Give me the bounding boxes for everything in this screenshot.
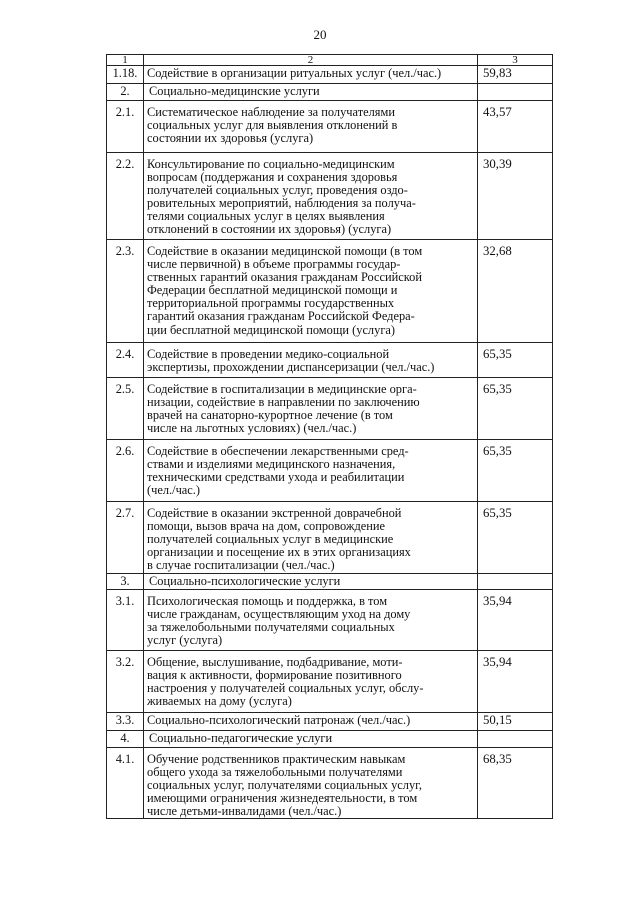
section-row xyxy=(107,731,553,748)
service-rate xyxy=(478,731,553,748)
service-rate: 59,83 xyxy=(478,66,553,84)
row-number: 2. xyxy=(107,84,144,101)
table-row xyxy=(107,153,553,240)
section-row xyxy=(107,84,553,101)
table-row xyxy=(107,502,553,574)
service-rate: 43,57 xyxy=(478,101,553,153)
row-number: 2.3. xyxy=(107,240,144,343)
service-rate: 30,39 xyxy=(478,153,553,240)
service-description: Содействие в обеспечении лекарственными сред- ствами и изделиями медицинского назначения, техническими средствами ухода и реабилитации (чел./час.) xyxy=(144,440,478,502)
services-table xyxy=(106,54,553,819)
service-rate: 32,68 xyxy=(478,240,553,343)
table-row xyxy=(107,651,553,713)
table-row xyxy=(107,343,553,378)
column-header-3: 3 xyxy=(478,55,553,66)
service-description: Содействие в организации ритуальных услуг (чел./час.) xyxy=(144,66,478,84)
row-number: 3.3. xyxy=(107,713,144,731)
page-number: 20 xyxy=(313,27,327,42)
column-header-1: 1 xyxy=(107,55,144,66)
row-number: 2.4. xyxy=(107,343,144,378)
table-row xyxy=(107,713,553,731)
service-description: Консультирование по социально-медицинским вопросам (поддержания и сохранения здоровья получателей социальных услуг, проведения оздо- ровительных мероприятий, наблюдения за получа- телями социальных услуг в целях выявления отклонений в состоянии их здоровья) (услуга) xyxy=(144,153,478,240)
service-rate: 35,94 xyxy=(478,590,553,651)
service-description: Содействие в проведении медико-социальной экспертизы, прохождении диспансеризации (чел./час.) xyxy=(144,343,478,378)
service-rate: 65,35 xyxy=(478,378,553,440)
section-row xyxy=(107,574,553,590)
service-rate: 50,15 xyxy=(478,713,553,731)
table-row xyxy=(107,590,553,651)
row-number: 3.2. xyxy=(107,651,144,713)
row-number: 1.18. xyxy=(107,66,144,84)
service-description: Содействие в госпитализации в медицинские орга- низации, содействие в направлении по заключению врачей на санаторно-курортное лечение (в том числе на льготных условиях) (чел./час.) xyxy=(144,378,478,440)
service-description: Социально-психологический патронаж (чел./час.) xyxy=(144,713,478,731)
service-rate: 65,35 xyxy=(478,343,553,378)
table-row xyxy=(107,748,553,819)
table-row xyxy=(107,440,553,502)
row-number: 2.1. xyxy=(107,101,144,153)
table-row xyxy=(107,240,553,343)
row-number: 4. xyxy=(107,731,144,748)
row-number: 2.2. xyxy=(107,153,144,240)
service-description: Общение, выслушивание, подбадривание, моти- вация к активности, формирование позитивного настроения у получателей социальных услуг, обслу- живаемых на дому (услуга) xyxy=(144,651,478,713)
table-row xyxy=(107,378,553,440)
section-title: Социально-педагогические услуги xyxy=(144,731,478,748)
column-header-2: 2 xyxy=(144,55,478,66)
service-description: Обучение родственников практическим навыкам общего ухода за тяжелобольными получателями социальных услуг, получателями социальных услуг, имеющими ограничения жизнедеятельности, в том числе детьми-инвалидами (чел./час.) xyxy=(144,748,478,819)
row-number: 3.1. xyxy=(107,590,144,651)
service-rate: 65,35 xyxy=(478,502,553,574)
row-number: 3. xyxy=(107,574,144,590)
table-row xyxy=(107,101,553,153)
service-rate: 68,35 xyxy=(478,748,553,819)
service-rate xyxy=(478,84,553,101)
service-description: Психологическая помощь и поддержка, в том числе гражданам, осуществляющим уход на дому за тяжелобольными получателями социальных услуг (услуга) xyxy=(144,590,478,651)
service-description: Содействие в оказании медицинской помощи (в том числе первичной) в объеме программы государ- ственных гарантий оказания гражданам Российской Федерации бесплатной медицинской помощи и территориальной программы государственных гарантий оказания гражданам Российской Федера- ции бесплатной медицинской помощи (услуга) xyxy=(144,240,478,343)
service-rate: 65,35 xyxy=(478,440,553,502)
service-rate xyxy=(478,574,553,590)
table-header-row xyxy=(107,55,553,66)
service-rate: 35,94 xyxy=(478,651,553,713)
service-description: Содействие в оказании экстренной доврачебной помощи, вызов врача на дом, сопровождение получателей социальных услуг в медицинские организации и посещение их в этих организациях в случае госпитализации (чел./час.) xyxy=(144,502,478,574)
section-title: Социально-медицинские услуги xyxy=(144,84,478,101)
service-description: Систематическое наблюдение за получателями социальных услуг для выявления отклонений в состоянии их здоровья (услуга) xyxy=(144,101,478,153)
table-row xyxy=(107,66,553,84)
row-number: 2.7. xyxy=(107,502,144,574)
section-title: Социально-психологические услуги xyxy=(144,574,478,590)
row-number: 2.5. xyxy=(107,378,144,440)
row-number: 2.6. xyxy=(107,440,144,502)
table-body xyxy=(107,55,553,819)
row-number: 4.1. xyxy=(107,748,144,819)
